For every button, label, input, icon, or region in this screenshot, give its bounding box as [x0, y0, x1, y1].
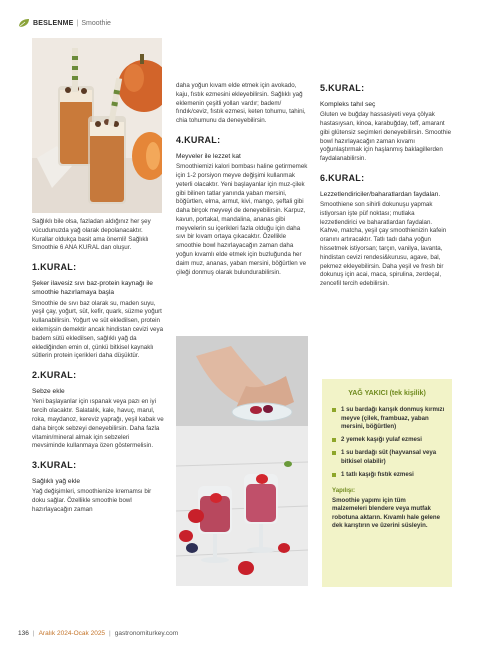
rule-4-title: 4.KURAL:: [176, 134, 221, 145]
ingredient-text: 1 su bardağı süt (hayvansal veya bitkisel olabilir): [341, 449, 437, 465]
rule-1-subtitle: Şeker ilavesiz sıvı baz-protein kaynağı ile smoothie hazırlamaya başla: [32, 279, 153, 297]
page-footer: [18, 630, 178, 637]
bullet-icon: [332, 451, 336, 455]
rule-5-text: Gluten ve buğday hassasiyeti veya çölyak hastasıysan, kinoa, karabuğday, teff, amarant gibi glütensiz seçimleri deneyebilirsin. Smoothie bowl hazırlayacağın zaman kıvamı yoğunlaştırmak için haşlanmış baklagillerden faydalanabilirsin.: [320, 111, 452, 163]
header-separator: |: [76, 19, 79, 27]
column-2-continuation: daha yoğun kıvam elde etmek için avokado, kaju, fıstık ezmesini ekleyebilirsin. Sağlıklı yağ eklemenin çeşitli yolları vardır; badem/ fındık/ceviz, fıstık ezmesi, keten tohumu, tahini, chia tohumunu da deneyebilirsin.: [176, 82, 306, 125]
section-label: BESLENME: [33, 19, 74, 27]
bullet-icon: [332, 408, 336, 412]
footer-separator: |: [109, 630, 111, 637]
rule-3-subtitle: Sağlıklı yağ ekle: [32, 477, 81, 485]
ingredient-item: [332, 471, 446, 479]
rule-2-title: 2.KURAL:: [32, 370, 77, 381]
ingredient-item: [332, 406, 446, 431]
ingredient-text: 2 yemek kaşığı yulaf ezmesi: [341, 436, 422, 444]
rule-6-subtitle: Lezzetlendiriciler/baharatlardan faydalan.: [320, 190, 441, 198]
ingredient-item: [332, 449, 446, 465]
recipe-box: [322, 379, 452, 587]
leaf-logo-icon: [18, 18, 30, 28]
rule-4-subtitle: Meyveler ile lezzet kat: [176, 152, 241, 160]
ingredient-text: 1 su bardağı karışık donmuş kırmızı meyve (çilek, frambuaz, yaban mersini, böğürtlen): [341, 406, 445, 430]
rule-3-title: 3.KURAL:: [32, 460, 77, 471]
ingredient-item: [332, 436, 446, 444]
column-1: [32, 218, 164, 520]
rule-5-title: 5.KURAL:: [320, 83, 365, 93]
rule-3-text: Yağ değişimleri, smoothienize kremamsı bir doku sağlar. Özellikle smoothie bowl hazırlayacağın zaman: [32, 488, 152, 513]
bullet-icon: [332, 438, 336, 442]
rule-1-title: 1.KURAL:: [32, 262, 77, 273]
smoothie-photo-top: [32, 38, 162, 213]
page-header: [18, 16, 111, 30]
footer-separator: |: [32, 630, 35, 637]
rule-6-title: 6.KURAL:: [320, 172, 365, 183]
bullet-icon: [332, 473, 336, 477]
rule-2-subtitle: Sebze ekle: [32, 388, 65, 396]
preparation-title: Yapılışı:: [332, 486, 356, 494]
rule-5-subtitle: Kompleks tahıl seç: [320, 100, 376, 108]
column-2: [176, 82, 310, 282]
berry-smoothie-photo: [176, 336, 308, 586]
issue-date: Aralık 2024-Ocak 2025: [38, 630, 106, 637]
column-3: [320, 82, 452, 294]
rule-2-text: Yeni başlayanlar için ıspanak veya pazı en iyi tercih olacaktır. Salatalık, kale, havuç, marul, roka, maydanoz, kereviz yaprağı, yeşil kabak ve daha birçok sebzeyi deneyebilirsin. Daha fazla vitamin/mineral almak için sebzeleri mevsiminde kullanmaya özen göstermelisin.: [32, 398, 164, 450]
ingredient-text: 1 tatlı kaşığı fıstık ezmesi: [341, 470, 414, 478]
preparation-text: Smoothie yapımı için tüm malzemeleri blendere veya mutfak robotuna aktarın. Kıvamlı hale gelene dek karıştırın ve üzerini süsleyin.: [332, 497, 441, 529]
rule-6-text: Smoothiene son sihirli dokunuşu yapmak istiyorsan işte püf noktası; mutlaka lezzetlendirici ve baharatlardan faydalan. Kahve, matcha, yeşil çay smoothienizin kafein oranını artıracaktır. Tatlı tadı daha yoğun hissetmek istiyorsan; tarçın, vanilya, lavanta, hindistan cevizi rendesi&kurusu, agave, bal, pekmez ekleyebilirsin. Daha yeşil ve fresh bir dokunuş için acai, maca, spirulina, zerdeçal, zencefil tercih edebilirsin.: [320, 201, 447, 288]
intro-paragraph: Sağlıklı bile olsa, fazladan aldığınız her şey vücudunuzda yağ olarak depolanacaktır. Kurallar oldukça basit ama önemli! Sağlıklı Smoothie 6 ANA KURAL dan oluşur.: [32, 218, 151, 252]
page-number: 136: [18, 630, 29, 637]
recipe-title: YAĞ YAKICI (tek kişilik): [348, 390, 426, 397]
rule-1-text: Smoothie de sıvı baz olarak su, maden suyu, yeşil çay, yoğurt, süt, kefir, quark, süzme yoğurt kullanabilirsin. Yoğurt ve süt ekledilsen, protein eklemişsin demektir ancak hindistan cevizi veya badem sütü ekledilsen, sağlıklı yağ da eklediğinden emin ol, çünkü bitkisel kaynaklı sütlerin protein içerikleri daha düşüktür.: [32, 299, 164, 360]
website-link[interactable]: gastronomiturkey.com: [114, 630, 179, 637]
subsection-label: Smoothie: [81, 19, 111, 27]
rule-4-text: Smoothiemizi kalori bombası haline getirmemek için 1-2 porsiyon meyve değişimi kullanmak yeterli olacaktır. Yeni başlayanlar için muz-çilek gibi bilinen tatlar yanında yaban mersini, böğürtlen, elma, armut, kivi, mango, şeftali gibi daha birçok meyveyi de deneyebilirsin. Karpuz, kavun, portakal, mandalina, ananas gibi meyvelerin su içerikleri fazla olduğu için daha sıvı bir kıvam ortaya çıkacaktır. Özellikle smoothie bowl hazırlayacağın zaman daha yoğun kıvamlı elde etmek için buzluğunda her daim muz, ananas, yaban mersini, böğürtlen ve çileği donmuş olarak bulundurabilirsin.: [176, 163, 308, 276]
